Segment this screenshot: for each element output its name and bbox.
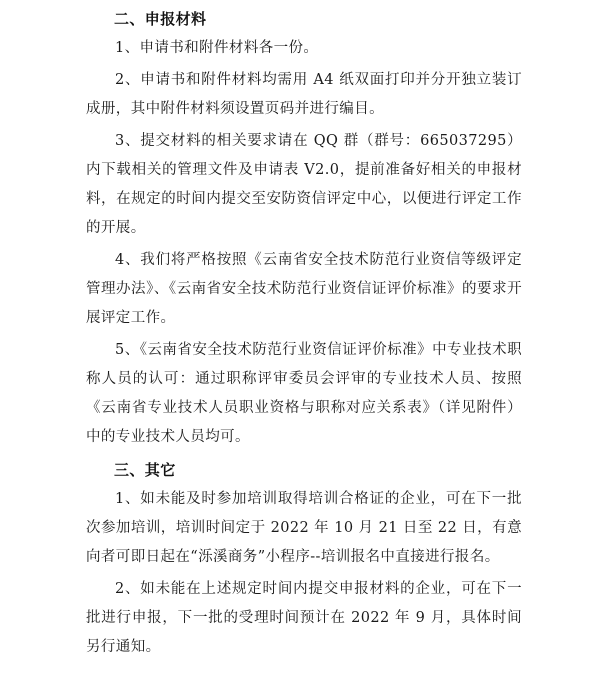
section-heading-other: 三、其它 [114,461,176,479]
paragraph-other-item-1: 1、如未能及时参加培训取得培训合格证的企业，可在下一批次参加培训，培训时间定于 2022 年 10 月 21 日至 22 日，有意向者可即日起在“泺溪商务”小程序--培训报名中直接进行报名。 [86,491,522,565]
paragraph-other-item-2: 2、如未能在上述规定时间内提交申报材料的企业，可在下一批进行申报，下一批的受理时间预计在 2022 年 9 月，具体时间另行通知。 [86,581,522,655]
section-heading-application-materials: 二、申报材料 [114,10,207,28]
paragraph-materials-item-4: 4、我们将严格按照《云南省安全技术防范行业资信等级评定管理办法》、《云南省安全技术防范行业资信证评价标准》的要求开展评定工作。 [86,252,522,326]
paragraph-materials-item-5: 5、《云南省安全技术防范行业资信证评价标准》中专业技术职称人员的认可：通过职称评审委员会评审的专业技术人员、按照《云南省专业技术人员职业资格与职称对应关系表》（详见附件）中的专业技术人员均可。 [86,342,522,445]
paragraph-materials-item-1: 1、申请书和附件材料各一份。 [115,40,319,56]
document-body [86,4,522,665]
paragraph-materials-item-2: 2、申请书和附件材料均需用 A4 纸双面打印并分开独立装订成册，其中附件材料须设置页码并进行编目。 [86,72,522,117]
paragraph-materials-item-3: 3、提交材料的相关要求请在 QQ 群（群号：665037295）内下载相关的管理文件及申请表 V2.0，提前准备好相关的申报材料，在规定的时间内提交至安防资信评定中心，以便进行评定工作的开展。 [86,133,522,236]
